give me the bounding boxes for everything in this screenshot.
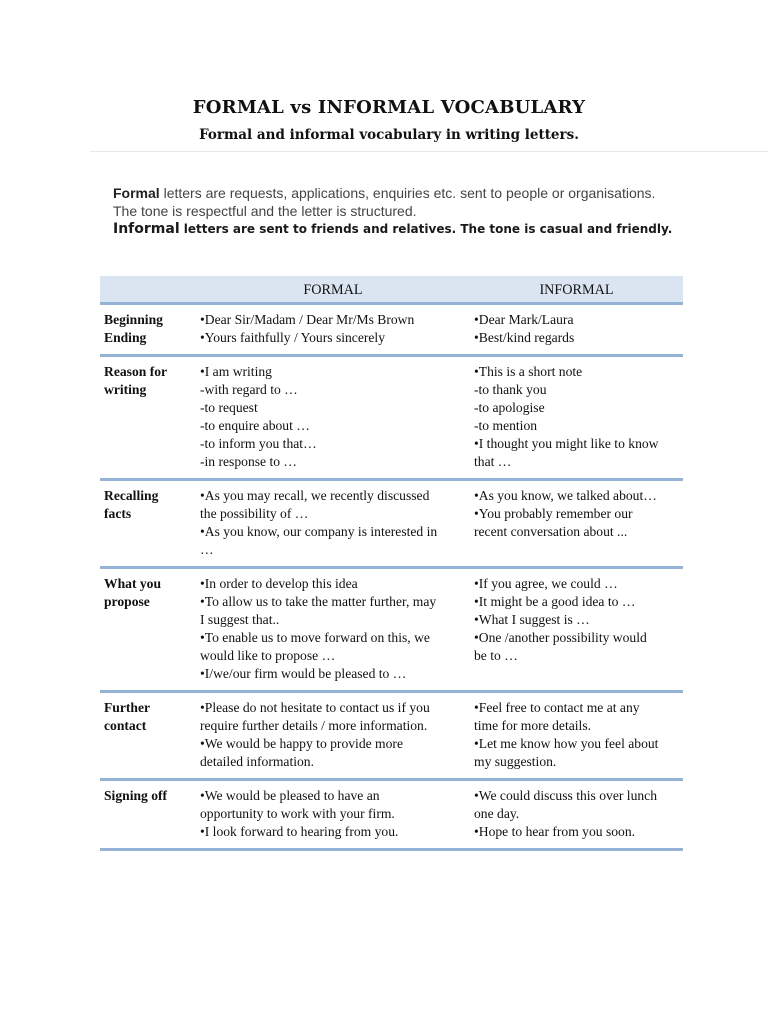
cell-line: •As you know, our company is interested in [200,524,438,539]
informal-keyword: Informal [113,221,180,237]
cell-line: Recalling [104,488,159,503]
formal-cell [196,356,470,480]
page-subtitle: Formal and informal vocabulary in writing letters. [199,127,579,143]
cell-line: •It might be a good idea to … [474,594,636,609]
cell-line: •I look forward to hearing from you. [200,824,399,839]
cell-line: •If you agree, we could … [474,576,618,591]
table-row [100,780,683,850]
table-header-row [100,276,683,304]
cell-line: propose [104,594,150,609]
cell-line: -to enquire about … [200,418,310,433]
formal-description [113,184,673,202]
tone-description: The tone is respectful and the letter is structured. [113,203,417,219]
cell-line: my suggestion. [474,754,557,769]
column-header-informal: INFORMAL [470,276,683,304]
table-body [100,304,683,850]
cell-line: Further [104,700,151,715]
cell-line: •To allow us to take the matter further, may [200,594,437,609]
formal-keyword: Formal [113,185,160,201]
column-header-formal: FORMAL [196,276,470,304]
cell-line: would like to propose … [200,648,336,663]
row-label [100,568,196,692]
cell-line: detailed information. [200,754,315,769]
cell-line: time for more details. [474,718,592,733]
cell-line: -to mention [474,418,538,433]
page-title: FORMAL vs INFORMAL VOCABULARY [192,97,586,118]
cell-line: require further details / more information. [200,718,428,733]
vocabulary-table [100,276,683,851]
table-row [100,356,683,480]
divider [90,151,768,152]
cell-line: Reason for [104,364,168,379]
cell-line: •Hope to hear from you soon. [474,824,636,839]
column-header-category [100,276,196,304]
cell-line: Beginning [104,312,163,327]
cell-line: -to thank you [474,382,547,397]
cell-line: contact [104,718,147,733]
cell-line: •To enable us to move forward on this, we [200,630,430,645]
cell-line: What you [104,576,162,591]
cell-line: facts [104,506,132,521]
formal-cell [196,692,470,780]
informal-cell [470,356,683,480]
cell-line: -to inform you that… [200,436,317,451]
cell-line: •I thought you might like to know [474,436,659,451]
cell-line: •What I suggest is … [474,612,590,627]
formal-description-text: letters are requests, applications, enquiries etc. sent to people or organisations. [159,185,656,201]
row-label [100,304,196,356]
cell-line: •As you may recall, we recently discussed [200,488,430,503]
formal-cell [196,480,470,568]
formal-cell [196,304,470,356]
cell-line: •Dear Mark/Laura [474,312,574,327]
row-label [100,356,196,480]
cell-line: •I/we/our firm would be pleased to … [200,666,407,681]
cell-line: •Yours faithfully / Yours sincerely [200,330,386,345]
cell-line: •Let me know how you feel about [474,736,659,751]
cell-line: •Best/kind regards [474,330,575,345]
cell-line: Ending [104,330,147,345]
cell-line: recent conversation about ... [474,524,628,539]
cell-line: that … [474,454,512,469]
cell-line: •We would be happy to provide more [200,736,403,751]
cell-line: -with regard to … [200,382,298,397]
cell-line: … [200,542,214,557]
cell-line: •As you know, we talked about… [474,488,657,503]
cell-line: •This is a short note [474,364,583,379]
cell-line: I suggest that.. [200,612,280,627]
informal-cell [470,692,683,780]
cell-line: •We would be pleased to have an [200,788,380,803]
formal-cell [196,780,470,850]
formal-cell [196,568,470,692]
row-label [100,692,196,780]
cell-line: opportunity to work with your firm. [200,806,395,821]
informal-cell [470,304,683,356]
cell-line: -to apologise [474,400,545,415]
table-row [100,304,683,356]
informal-description-text: letters are sent to friends and relatives. The tone is casual and friendly. [179,222,673,236]
cell-line: •I am writing [200,364,272,379]
cell-line: one day. [474,806,520,821]
cell-line: •Dear Sir/Madam / Dear Mr/Ms Brown [200,312,415,327]
row-label [100,480,196,568]
cell-line: •We could discuss this over lunch [474,788,657,803]
informal-cell [470,480,683,568]
cell-line: •You probably remember our [474,506,633,521]
cell-line: Signing off [104,788,168,803]
informal-cell [470,780,683,850]
cell-line: writing [104,382,147,397]
cell-line: •In order to develop this idea [200,576,358,591]
table-row [100,480,683,568]
table-row [100,568,683,692]
cell-line: •One /another possibility would [474,630,647,645]
cell-line: be to … [474,648,518,663]
cell-line: •Feel free to contact me at any [474,700,640,715]
cell-line: -in response to … [200,454,298,469]
table-row [100,692,683,780]
cell-line: the possibility of … [200,506,309,521]
intro-text [113,184,673,238]
informal-cell [470,568,683,692]
informal-description [113,220,673,238]
cell-line: •Please do not hesitate to contact us if you [200,700,430,715]
cell-line: -to request [200,400,258,415]
row-label [100,780,196,850]
